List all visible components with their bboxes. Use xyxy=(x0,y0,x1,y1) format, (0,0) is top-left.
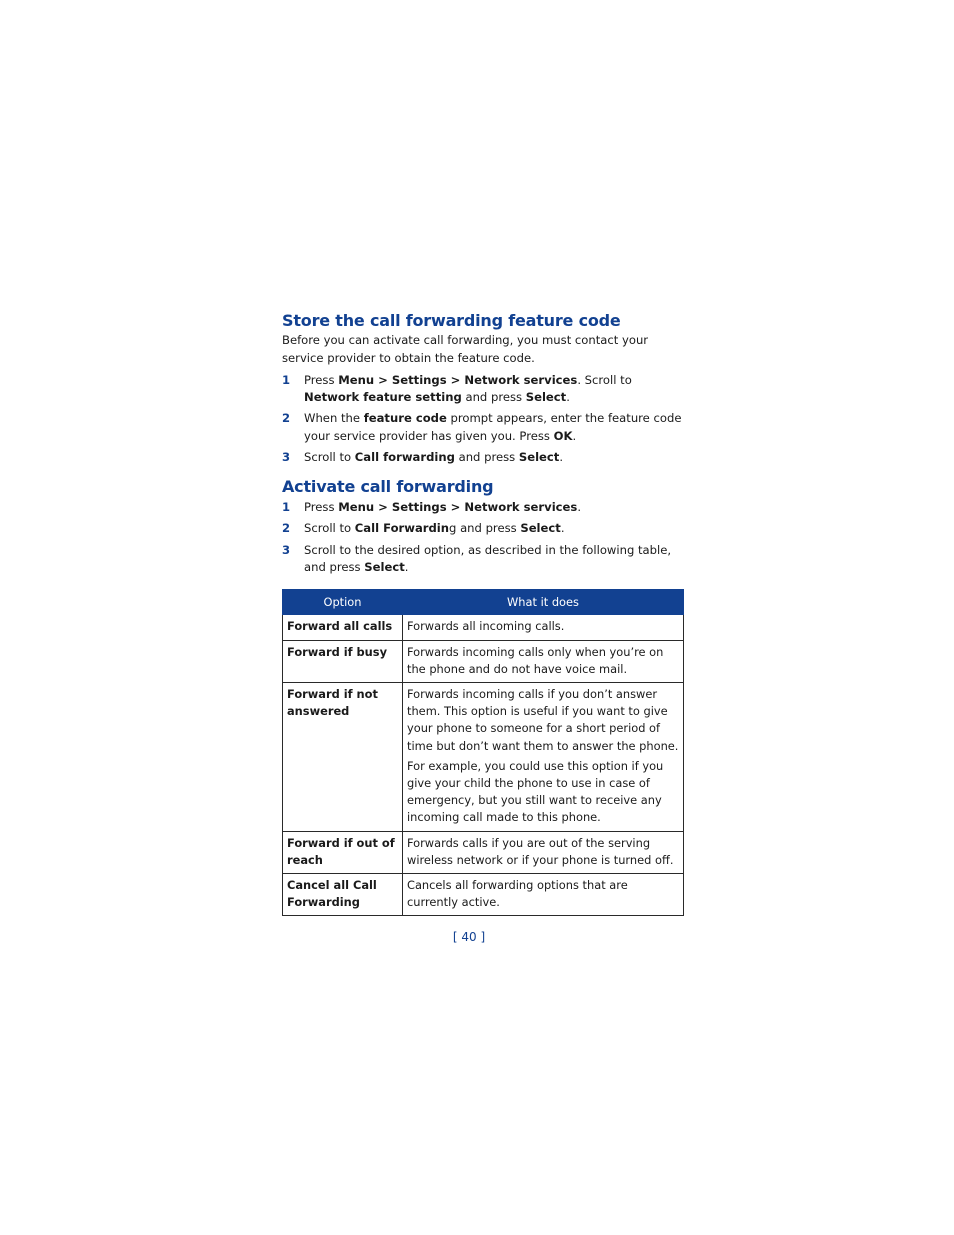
section-title: Store the call forwarding feature code xyxy=(282,311,621,330)
option-name: Cancel all Call Forwarding xyxy=(283,873,403,915)
step-text: . xyxy=(404,560,409,575)
option-description xyxy=(403,873,684,915)
page-number: [ 40 ] xyxy=(452,930,486,944)
ui-term: Menu > Settings > Network services xyxy=(338,499,578,514)
description-paragraph: Cancels all forwarding options that are currently active. xyxy=(407,877,628,910)
description-paragraph: For example, you could use this option if you give your child the phone to use in case of emergency, but you still want to receive any incoming call made to this phone. xyxy=(407,758,664,825)
table-row xyxy=(283,831,684,873)
step-item xyxy=(282,372,684,406)
table-body xyxy=(283,615,684,916)
option-description xyxy=(403,682,684,831)
option-description xyxy=(403,615,684,640)
description-paragraph: Forwards all incoming calls. xyxy=(407,619,565,634)
ui-term: Select xyxy=(520,521,561,536)
step-item xyxy=(282,499,684,516)
options-table xyxy=(282,589,684,916)
step-text: . xyxy=(560,521,565,536)
ui-term: Network feature setting xyxy=(304,389,462,404)
step-number: 2 xyxy=(282,411,291,426)
option-description xyxy=(403,831,684,873)
ui-term: Select xyxy=(525,389,567,404)
step-list xyxy=(282,499,684,577)
section-activate-forwarding xyxy=(282,476,684,577)
manual-page xyxy=(282,310,684,916)
step-text: Press xyxy=(304,372,339,387)
step-text: . Scroll to xyxy=(577,372,632,387)
ui-term: Select xyxy=(364,560,405,575)
ui-term: OK xyxy=(553,428,573,443)
option-name: Forward if not answered xyxy=(283,682,403,831)
step-number: 1 xyxy=(282,372,291,387)
ui-term: Call Forwardin xyxy=(354,521,450,536)
step-text: . xyxy=(572,428,577,443)
step-number: 3 xyxy=(282,450,291,465)
step-number: 3 xyxy=(282,542,291,557)
step-text: Scroll to xyxy=(304,521,355,536)
step-text: Scroll to the desired option, as described in the following table, and press xyxy=(304,542,672,575)
column-header-what-it-does: What it does xyxy=(403,590,684,615)
step-list xyxy=(282,372,684,467)
ui-term: Menu > Settings > Network services xyxy=(338,372,578,387)
step-item xyxy=(282,410,684,444)
step-text: g and press xyxy=(449,521,521,536)
step-text: Press xyxy=(304,499,339,514)
option-name: Forward all calls xyxy=(283,615,403,640)
table-header-row xyxy=(283,590,684,615)
description-paragraph: Forwards incoming calls if you don’t answer them. This option is useful if you want to give your phone to someone for a short period of time but don’t want them to answer the phone. xyxy=(407,686,679,753)
section-intro: Before you can activate call forwarding, you must contact your service provider to obtain the feature code. xyxy=(282,333,649,365)
step-text: and press xyxy=(461,389,526,404)
step-text: prompt appears, enter the feature code your service provider has given you. Press xyxy=(304,411,682,443)
step-number: 1 xyxy=(282,499,291,514)
option-name: Forward if out of reach xyxy=(283,831,403,873)
step-number: 2 xyxy=(282,521,291,536)
table-row xyxy=(283,682,684,831)
table-row xyxy=(283,640,684,682)
section-store-feature-code xyxy=(282,310,684,467)
step-text: When the xyxy=(304,411,364,426)
description-paragraph: Forwards calls if you are out of the serving wireless network or if your phone is turned off. xyxy=(407,835,674,867)
step-text: . xyxy=(566,389,570,404)
step-item xyxy=(282,520,684,537)
step-text: Scroll to xyxy=(304,450,355,465)
step-item xyxy=(282,542,684,576)
table-row xyxy=(283,873,684,915)
step-text: and press xyxy=(454,450,519,465)
ui-term: Select xyxy=(518,450,560,465)
option-name: Forward if busy xyxy=(283,640,403,682)
option-description xyxy=(403,640,684,682)
step-text: . xyxy=(559,450,564,465)
ui-term: feature code xyxy=(363,411,447,426)
step-item xyxy=(282,449,684,466)
step-text: . xyxy=(577,499,581,514)
description-paragraph: Forwards incoming calls only when you’re on the phone and do not have voice mail. xyxy=(407,644,664,676)
column-header-option: Option xyxy=(283,590,403,615)
section-title: Activate call forwarding xyxy=(282,476,494,496)
table-row xyxy=(283,615,684,640)
ui-term: Call forwarding xyxy=(354,450,455,465)
